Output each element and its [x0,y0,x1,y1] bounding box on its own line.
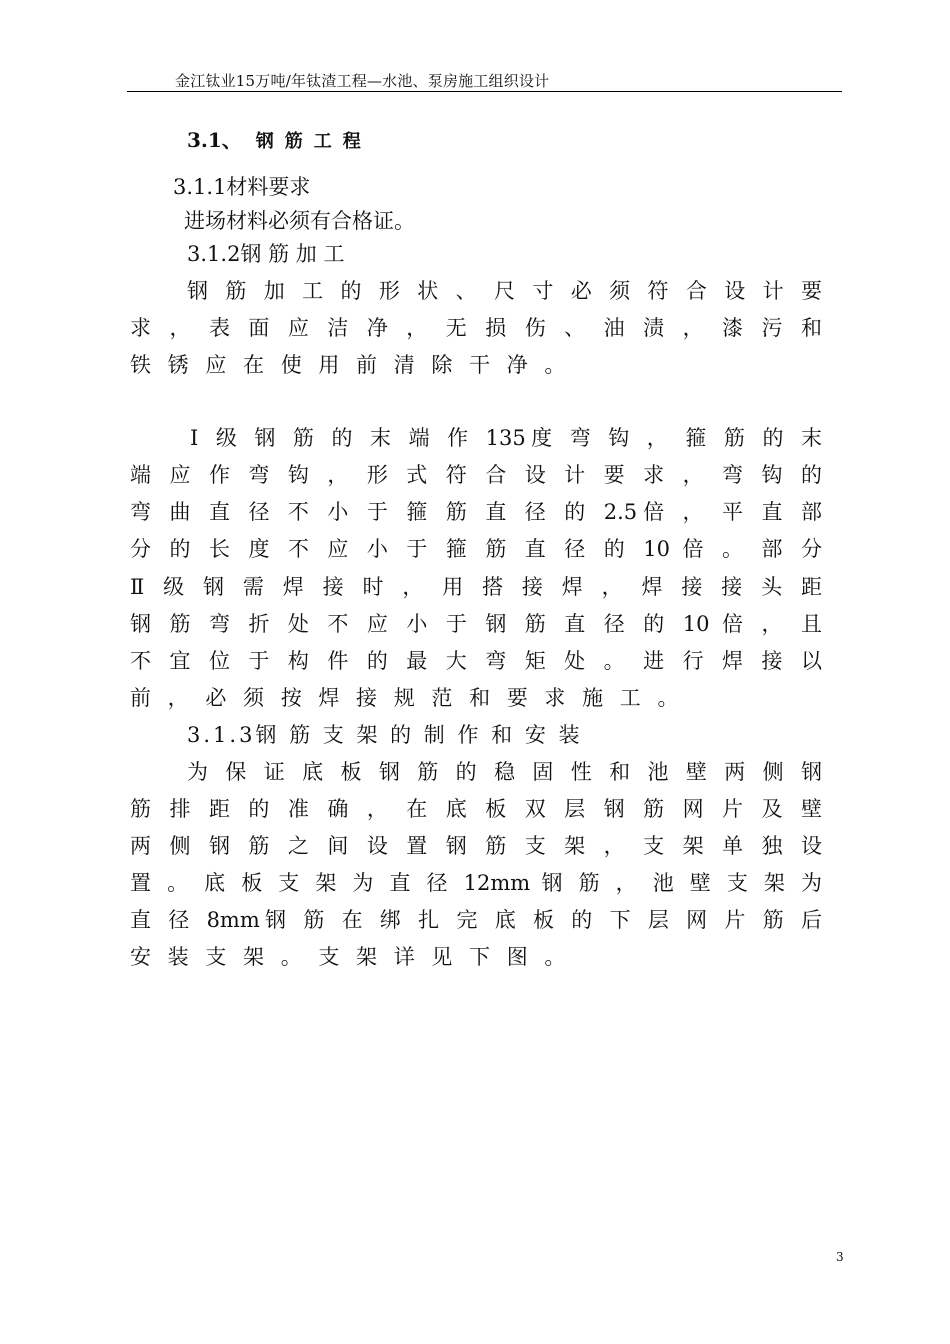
paragraph-line: 置 。 底 板 支 架 为 直 径 12mm 钢 筋 ， 池 壁 支 架 为 [130,871,822,895]
paragraph-line: 端 应 作 弯 钩 ， 形 式 符 合 设 计 要 求 ， 弯 钩 的 [130,463,822,487]
paragraph-line: 安 装 支 架 。 支 架 详 见 下 图 。 [130,945,571,969]
paragraph-line: 前 ， 必 须 按 焊 接 规 范 和 要 求 施 工 。 [130,686,684,710]
page-number: 3 [836,1250,844,1264]
subsection-heading-3-1-3: 3.1.3钢 筋 支 架 的 制 作 和 安 装 [187,723,583,747]
paragraph-line: Ⅱ 级 钢 需 焊 接 时 ， 用 搭 接 焊 ， 焊 接 接 头 距 [130,575,822,599]
paragraph-line: 钢 筋 弯 折 处 不 应 小 于 钢 筋 直 径 的 10 倍 ， 且 [130,612,822,636]
paragraph-line: 筋 排 距 的 准 确 ， 在 底 板 双 层 钢 筋 网 片 及 壁 [130,797,822,821]
paragraph-materials: 进场材料必须有合格证。 [184,209,415,233]
paragraph-line: 直 径 8mm钢 筋 在 绑 扎 完 底 板 的 下 层 网 片 筋 后 [130,908,822,932]
header-rule [127,91,842,92]
subsection-heading-3-1-1: 3.1.1材料要求 [173,175,311,199]
paragraph-line: 求 ， 表 面 应 洁 净 ， 无 损 伤 、 油 渍 ， 漆 污 和 [130,316,822,340]
paragraph-line: 为 保 证 底 板 钢 筋 的 稳 固 性 和 池 壁 两 侧 钢 [187,760,822,784]
paragraph-line: Ⅰ 级 钢 筋 的 末 端 作 135度 弯 钩 ， 箍 筋 的 末 [190,426,822,450]
page-header: 金江钛业15万吨/年钛渣工程—水池、泵房施工组织设计 [175,72,550,90]
paragraph-line: 不 宜 位 于 构 件 的 最 大 弯 矩 处 。 进 行 焊 接 以 [130,649,822,673]
section-heading [187,124,372,153]
paragraph-line: 弯 曲 直 径 不 小 于 箍 筋 直 径 的 2.5倍 ， 平 直 部 [130,500,822,524]
paragraph-line: 钢 筋 加 工 的 形 状 、 尺 寸 必 须 符 合 设 计 要 [187,279,822,303]
subsection-heading-3-1-2: 3.1.2钢 筋 加 工 [187,242,345,266]
section-number: 3.1、 [187,128,242,152]
paragraph-line: 两 侧 钢 筋 之 间 设 置 钢 筋 支 架 ， 支 架 单 独 设 [130,834,822,858]
paragraph-line: 分 的 长 度 不 应 小 于 箍 筋 直 径 的 10 倍 。 部 分 [130,537,822,561]
paragraph-line: 铁 锈 应 在 使 用 前 清 除 干 净 。 [130,353,571,377]
section-title: 钢筋工程 [255,131,372,152]
